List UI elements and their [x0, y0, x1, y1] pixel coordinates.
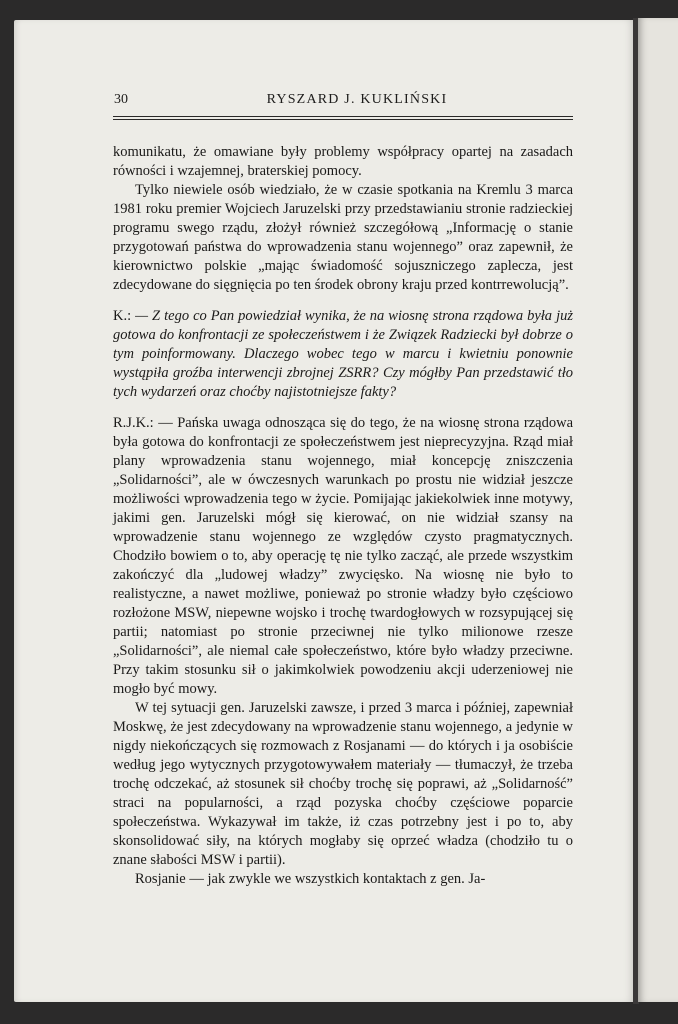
header-rule-top	[113, 116, 573, 117]
paragraph: Tylko niewiele osób wiedziało, że w czasie spotkania na Kremlu 3 marca 1981 roku premier Wojciech Jaruzelski przy przedstawianiu stronie radzieckiej programu swego rządu, złożył również szczegółową „Informację o stanie przygotowań państwa do wprowadzenia stanu wojennego” oraz zapewnił, że kierownictwo polskie „mając świadomość sojuszniczego zaplecza, jest zdecydowane do sięgnięcia po ten środek obrony kraju przed kontrrewolucją”.	[113, 182, 573, 293]
answer-text: — Pańska uwaga odnosząca się do tego, że na wiosnę strona rządowa była gotowa do konfrontacji ze społeczeństwem jest nieprecyzyjna. Rząd miał plany wprowadzenia stanu wojennego, miał koncepcję zniszczenia „Solidarności”, ale w ówczesnych warunkach po prostu nie widział jeszcze możliwości wprowadzenia tego w życie. Pomijając jakiekolwiek inne motywy, jakimi gen. Jaruzelski mógł się kierować, on nie widział szansy na wprowadzenie stanu wojennego ze względów czysto pragmatycznych. Chodziło bowiem o to, aby operację tę nie tylko zacząć, ale przede wszystkim zakończyć dla „ludowej władzy” zwycięsko. Na wiosnę nie było to realistyczne, a nawet możliwe, ponieważ po stronie władzy było częściowo rozłożone MSW, niepewne wojsko i trochę twardogłowych w rozsypującej się partii; natomiast po stronie przeciwnej nie tylko milionowe rzesze „Solidarności”, ale niemal całe społeczeństwo, które było władzy przeciwne. Przy takim stosunku sił o jakimkolwiek powodzeniu akcji uderzeniowej nie mogło być mowy.	[113, 415, 574, 697]
running-head	[100, 92, 574, 110]
paragraph-continuation: komunikatu, że omawiane były problemy współpracy opartej na zasadach równości i wzajemnej, braterskiej pomocy.	[113, 144, 573, 179]
interview-question	[113, 307, 573, 402]
paragraph: W tej sytuacji gen. Jaruzelski zawsze, i przed 3 marca i później, zapewniał Moskwę, że jest zdecydowany na wprowadzenie stanu wojennego, a jedynie w nigdy niekończących się rozmowach z Rosjanami — do których i ja osobiście według jego wytycznych przygotowywałem materiały — tłumaczył, że trzeba trochę odczekać, aż stosunek sił choćby trochę się poprawi, aż „Solidarność” straci na popularności, a rząd pozyska choćby częściowe poparcie społeczeństwa. Wykazywał im także, iż czas potrzebny jest i po to, aby skonsolidować siły, na których mogłaby się oprzeć władza (chodziło tu o znane słabości MSW i partii).	[113, 700, 573, 868]
answer-speaker: R.J.K.:	[113, 415, 154, 431]
page-body	[113, 143, 573, 889]
question-speaker: K.:	[113, 308, 132, 324]
header-rule-bottom	[113, 119, 573, 120]
question-text: — Z tego co Pan powiedział wynika, że na wiosnę strona rządowa była już gotowa do konfrontacji ze społeczeństwem i że Związek Radziecki był dobrze o tym poinformowany. Dlaczego wobec tego w marcu i kwietniu ponownie wystąpiła groźba interwencji zbrojnej ZSRR? Czy mógłby Pan przedstawić tło tych wydarzeń oraz choćby najistotniejsze fakty?	[113, 308, 573, 400]
paragraph: Rosjanie — jak zwykle we wszystkich kontaktach z gen. Ja-	[135, 871, 486, 887]
interview-answer	[113, 414, 573, 699]
facing-page-edge	[638, 18, 678, 1002]
running-head-title: RYSZARD J. KUKLIŃSKI	[266, 92, 448, 107]
page-number: 30	[114, 92, 128, 107]
